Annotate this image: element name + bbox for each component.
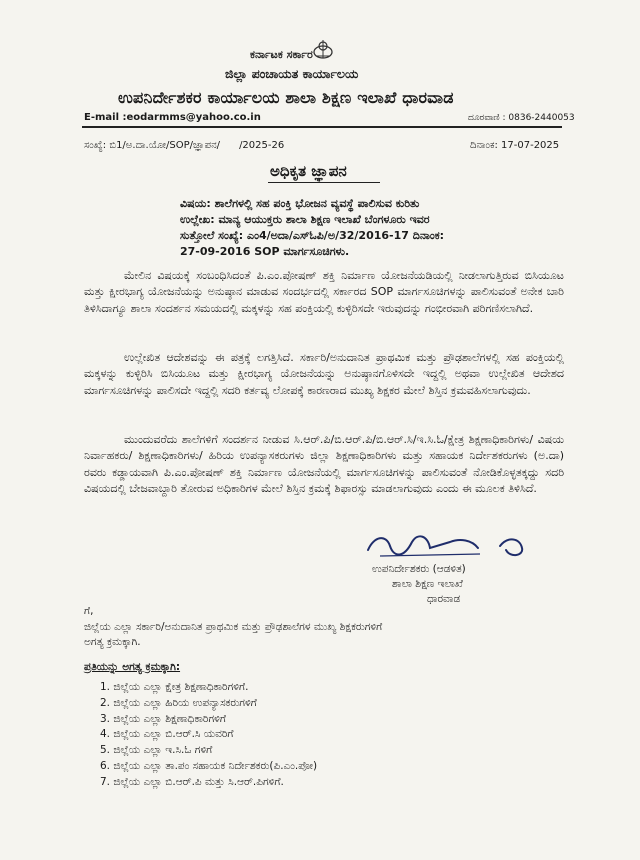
reference-line: ಉಲ್ಲೇಖ: ಮಾನ್ಯ ಆಯುಕ್ತರು ಶಾಲಾ ಶಿಕ್ಷಣ ಇಲಾಖೆ ಬೆಂಗಳೂರು ಇವರ [180,213,430,226]
copy-heading: ಪ್ರತಿಯನ್ನು ಅಗತ್ಯ ಕ್ರಮಕ್ಕಾಗಿ: [84,661,181,673]
list-item: 5. ಜಿಲ್ಲೆಯ ಎಲ್ಲಾ ಇ.ಸಿ.ಓ ಗಳಿಗೆ [100,744,213,757]
to-body: ಜಿಲ್ಲೆಯ ಎಲ್ಲಾ ಸರ್ಕಾರಿ/ಅನುದಾನಿತ ಪ್ರಾಥಮಿಕ ಮತ್ತು ಪ್ರೌಢಶಾಲೆಗಳ ಮುಖ್ಯ ಶಿಕ್ಷಕರುಗಳಿಗೆ ಅಗತ್ಯ ಕ್ರಮಕ್ಕಾಗಿ. [84,621,383,648]
list-item: 3. ಜಿಲ್ಲೆಯ ಎಲ್ಲಾ ಶಿಕ್ಷಣಾಧಿಕಾರಿಗಳಿಗೆ [100,712,226,725]
office-header: ಜಿಲ್ಲಾ ಪಂಚಾಯತ ಕಾರ್ಯಾಲಯ [225,66,359,81]
list-item: 2. ಜಿಲ್ಲೆಯ ಎಲ್ಲಾ ಹಿರಿಯ ಉಪನ್ಯಾಸಕರುಗಳಿಗೆ [100,696,257,709]
signatory-place: ಧಾರವಾಡ [427,593,461,605]
list-item: 6. ಜಿಲ್ಲೆಯ ಎಲ್ಲಾ ತಾ.ಪಂ ಸಹಾಯಕ ನಿರ್ದೇಶಕರು(ಪಿ.ಎಂ.ಪೋ) [100,759,318,772]
signatory-block [372,562,552,607]
paragraph-1: ಮೇಲಿನ ವಿಷಯಕ್ಕೆ ಸಂಬಂಧಿಸಿದಂತೆ ಪಿ.ಎಂ.ಪೋಷಣ್ ಶಕ್ತಿ ನಿರ್ಮಾಣ ಯೋಜನೆಯಡಿಯಲ್ಲಿ ನೀಡಲಾಗುತ್ತಿರುವ ಬಿಸಿಯೂಟ ಮತ್ತು ಕ್ಷೀರಭಾಗ್ಯ ಯೋಜನೆಯನ್ನು ಅನುಷ್ಠಾನ ಮಾಡುವ ಸಂದರ್ಭದಲ್ಲಿ ಸರ್ಕಾರದ SOP ಮಾರ್ಗಸೂಚಿಗಳನ್ನು ಪಾಲಿಸುವಂತೆ ಅನೇಕ ಬಾರಿ ತಿಳಿಸಿದಾಗ್ಯೂ ಶಾಲಾ ಸಂದರ್ಶನ ಸಮಯದಲ್ಲಿ ಮಕ್ಕಳನ್ನು ಸಹ ಪಂಕ್ತಿಯಲ್ಲಿ ಕುಳ್ಳಿರಿಸದೇ ಇರುವುದನ್ನು ಗಂಭೀರವಾಗಿ ಪರಿಗಣಿಸಲಾಗಿದೆ. [84,269,564,315]
circular-date-line: 27-09-2016 SOP ಮಾರ್ಗಸೂಚಿಗಳು. [180,245,350,258]
phone-line: ದೂರವಾಣಿ : 0836-2440053 [468,113,575,123]
email-line: E-mail :eodarmms@yahoo.co.in [84,112,261,123]
subject-line: ವಿಷಯ: ಶಾಲೆಗಳಲ್ಲಿ ಸಹ ಪಂಕ್ತಿ ಭೋಜನ ವ್ಯವಸ್ಥೆ ಪಾಲಿಸುವ ಕುರಿತು [180,197,420,210]
signatory-department: ಶಾಲಾ ಶಿಕ್ಷಣ ಇಲಾಖೆ [392,578,463,590]
department-header: ಉಪನಿರ್ದೇಶಕರ ಕಾರ್ಯಾಲಯ ಶಾಲಾ ಶಿಕ್ಷಣ ಇಲಾಖೆ ಧಾರವಾಡ [118,88,454,107]
reference-number: ಸಂಖ್ಯೆ: ಬಿ1/ಅ.ದಾ.ಯೋ/SOP/ಜ್ಞಾಪನ/ /2025-26 [84,140,285,151]
government-header: ಕರ್ನಾಟಕ ಸರ್ಕಾರ [250,48,313,61]
title-underline [268,182,380,183]
handwritten-signature [360,528,560,564]
copy-list [100,680,317,791]
header-rule [82,126,562,128]
paragraph-3: ಮುಂದುವರೆದು ಶಾಲೆಗಳಿಗೆ ಸಂದರ್ಶನ ನೀಡುವ ಸಿ.ಆರ್.ಪಿ/ಬಿ.ಆರ್.ಪಿ/ಬಿ.ಆರ್.ಸಿ/ಇ.ಸಿ.ಓ/ಕ್ಷೇತ್ರ ಶಿಕ್ಷಣಾಧಿಕಾರಿಗಳು/ ವಿಷಯ ನಿರ್ವಾಹಕರು/ ಶಿಕ್ಷಣಾಧಿಕಾರಿಗಳು/ ಹಿರಿಯ ಉಪನ್ಯಾಸಕರುಗಳು ಜಿಲ್ಲಾ ಶಿಕ್ಷಣಾಧಿಕಾರಿಗಳು ಮತ್ತು ಸಹಾಯಕ ನಿರ್ದೇಶಕರುಗಳು (ಅ.ದಾ) ರವರು ಕಡ್ಡಾಯವಾಗಿ ಪಿ.ಎಂ.ಪೋಷಣ್ ಶಕ್ತಿ ನಿರ್ಮಾಣ ಯೋಜನೆಯಲ್ಲಿ ಮಾರ್ಗಸೂಚಿಗಳನ್ನು ಪಾಲಿಸುವಂತೆ ನೋಡಿಕೊಳ್ಳತಕ್ಕದ್ದು ಸದರಿ ವಿಷಯದಲ್ಲಿ ಬೇಜವಾಬ್ದಾರಿ ತೋರುವ ಅಧಿಕಾರಿಗಳ ಮೇಲೆ ಶಿಸ್ತಿನ ಕ್ರಮಕ್ಕೆ ಶಿಫಾರಸ್ಸು ಮಾಡಲಾಗುವುದು ಎಂದು ಈ ಮೂಲಕ ತಿಳಿಸಿದೆ. [84,433,564,496]
paragraph-2: ಉಲ್ಲೇಖಿತ ಆದೇಶವನ್ನು ಈ ಪತ್ರಕ್ಕೆ ಲಗತ್ತಿಸಿದೆ. ಸರ್ಕಾರಿ/ಅನುದಾನಿತ ಪ್ರಾಥಮಿಕ ಮತ್ತು ಪ್ರೌಢಶಾಲೆಗಳಲ್ಲಿ ಸಹ ಪಂಕ್ತಿಯಲ್ಲಿ ಮಕ್ಕಳನ್ನು ಕುಳ್ಳಿರಿಸಿ ಬಿಸಿಯೂಟ ಮತ್ತು ಕ್ಷೀರಭಾಗ್ಯ ಯೋಜನೆಯನ್ನು ಅನುಷ್ಠಾನಗೊಳಿಸದೇ ಇದ್ದಲ್ಲಿ ಅಥವಾ ಉಲ್ಲೇಖಿತ ಆದೇಶದ ಮಾರ್ಗಸೂಚಿಗಳನ್ನು ಪಾಲಿಸದೇ ಇದ್ದಲ್ಲಿ ಸದರಿ ಕರ್ತವ್ಯ ಲೋಪಕ್ಕೆ ಕಾರಣರಾದ ಮುಖ್ಯ ಶಿಕ್ಷಕರ ಮೇಲೆ ಶಿಸ್ತಿನ ಕ್ರಮವಹಿಸಲಾಗುವುದು. [84,351,564,397]
signatory-designation: ಉಪನಿರ್ದೇಶಕರು (ಆಡಳಿತ) [372,563,466,575]
list-item: 4. ಜಿಲ್ಲೆಯ ಎಲ್ಲಾ ಬಿ.ಆರ್.ಸಿ ಯವರಿಗೆ [100,728,234,741]
list-item: 7. ಜಿಲ್ಲೆಯ ಎಲ್ಲಾ ಬಿ.ಆರ್.ಪಿ ಮತ್ತು ಸಿ.ಆರ್.ಪಿಗಳಿಗೆ. [100,775,284,788]
circular-line: ಸುತ್ತೋಲೆ ಸಂಖ್ಯೆ: ಎಂ4/ಅದಾ/ಎಸ್‌ಓಪಿ/ಅ/32/2016-17 ದಿನಾಂಕ: [180,229,445,242]
document-title: ಅಧಿಕೃತ ಜ್ಞಾಪನ [270,162,347,180]
subject-block [180,196,580,260]
list-item: 1. ಜಿಲ್ಲೆಯ ಎಲ್ಲಾ ಕ್ಷೇತ್ರ ಶಿಕ್ಷಣಾಧಿಕಾರಿಗಳಿಗೆ. [100,681,249,693]
reference-date: ದಿನಾಂಕ: 17-07-2025 [470,140,560,151]
to-label: ಗೆ, [84,605,94,617]
